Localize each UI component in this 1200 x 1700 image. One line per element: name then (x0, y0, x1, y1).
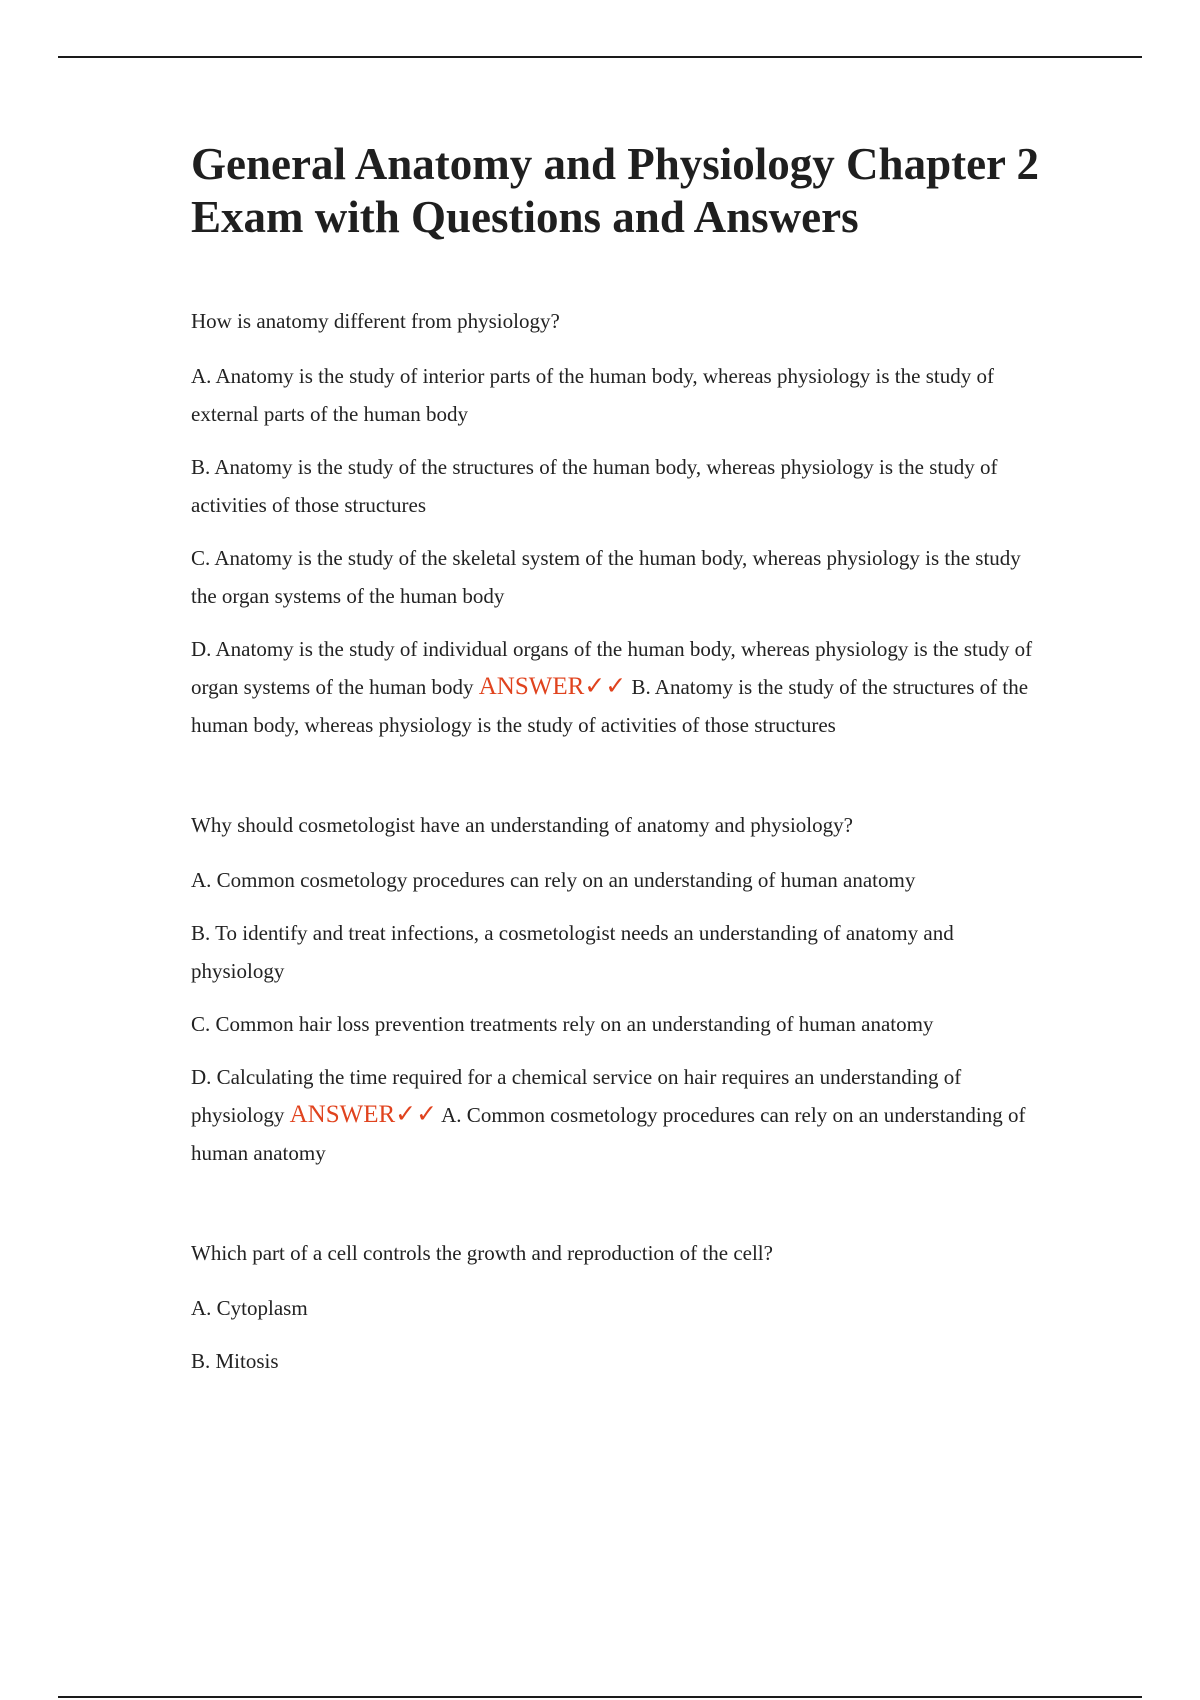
option-a: A. Common cosmetology procedures can rely on an understanding of human anatomy (191, 868, 916, 892)
question-text: Why should cosmetologist have an understanding of anatomy and physiology? (191, 813, 853, 837)
top-rule (58, 56, 1142, 58)
answer-label: ANSWER✓✓ (478, 673, 627, 700)
option-d: D. Anatomy is the study of individual organs of the human body, whereas physiology is the study of organ systems of the human body (191, 637, 1033, 699)
option-a: A. Cytoplasm (191, 1296, 308, 1320)
question-text: How is anatomy different from physiology? (191, 309, 560, 333)
document-title: General Anatomy and Physiology Chapter 2 Exam with Questions and Answers (191, 139, 1039, 242)
question-block-1 (191, 302, 1041, 744)
option-d-with-answer (191, 1058, 1041, 1172)
option-d: D. Calculating the time required for a chemical service on hair requires an understanding of physiology (191, 1065, 962, 1127)
answer-label: ANSWER✓✓ (289, 1101, 438, 1128)
question-block-3 (191, 1234, 1041, 1380)
option-d-with-answer (191, 630, 1041, 744)
bottom-rule (58, 1696, 1142, 1698)
option-a: A. Anatomy is the study of interior parts of the human body, whereas physiology is the study of external parts of the human body (191, 364, 994, 426)
question-block-2 (191, 806, 1041, 1172)
answer-text: B. Anatomy is the study of the structures of the human body, whereas physiology is the study of activities of those structures (191, 675, 1029, 737)
option-b: B. To identify and treat infections, a cosmetologist needs an understanding of anatomy and physiology (191, 921, 954, 983)
answer-text: A. Common cosmetology procedures can rely on an understanding of human anatomy (191, 1103, 1026, 1165)
option-c: C. Anatomy is the study of the skeletal system of the human body, whereas physiology is the study the organ systems of the human body (191, 546, 1021, 608)
document-page (191, 138, 1041, 1442)
option-b: B. Mitosis (191, 1349, 279, 1373)
option-b: B. Anatomy is the study of the structures of the human body, whereas physiology is the study of activities of those structures (191, 455, 998, 517)
question-text: Which part of a cell controls the growth and reproduction of the cell? (191, 1241, 773, 1265)
option-c: C. Common hair loss prevention treatments rely on an understanding of human anatomy (191, 1012, 934, 1036)
